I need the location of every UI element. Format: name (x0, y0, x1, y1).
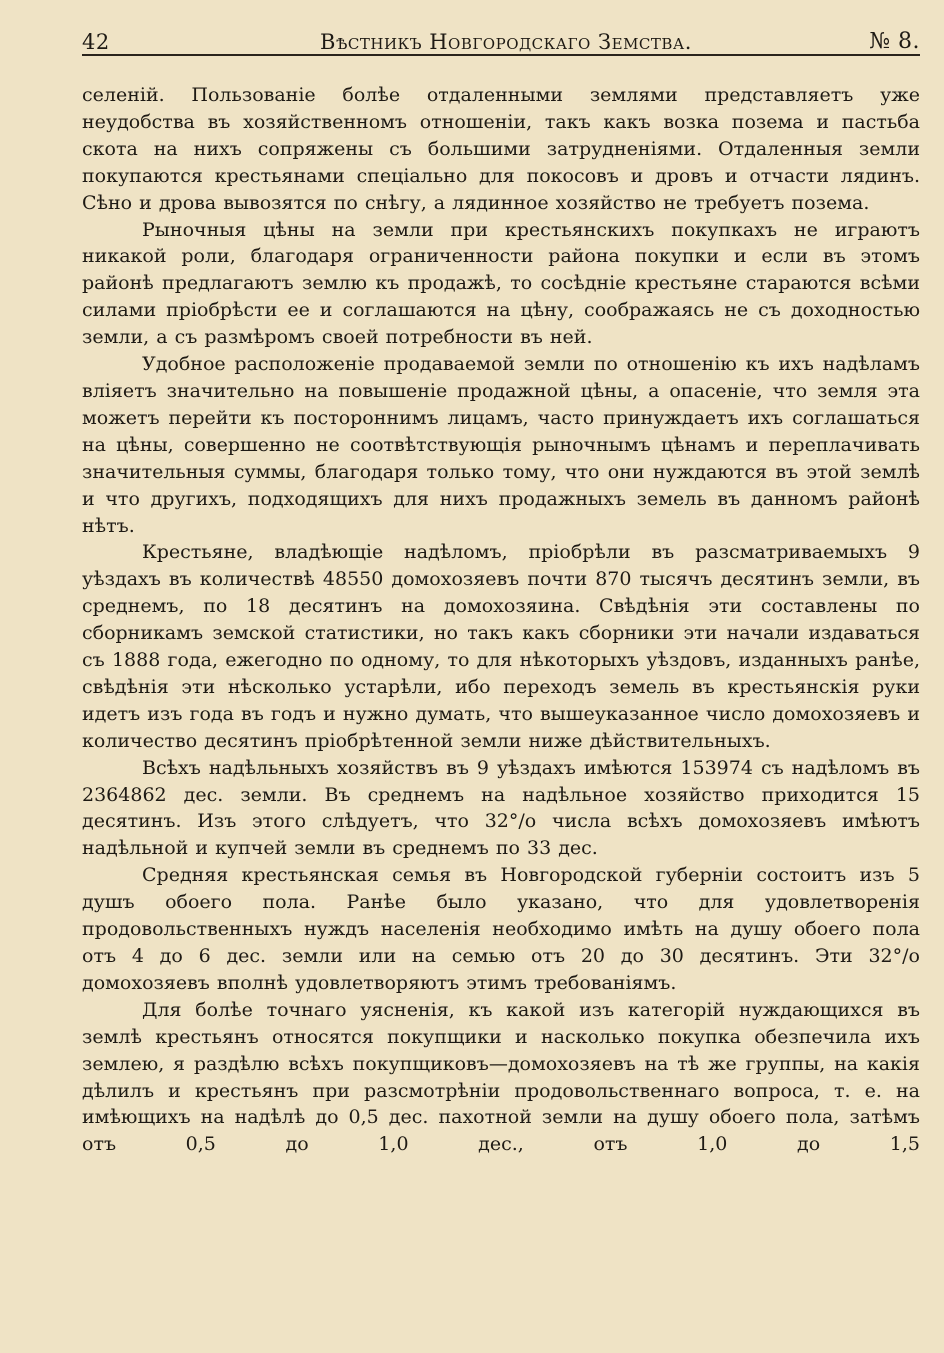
paragraph: Крестьяне, владѣющіе надѣломъ, пріобрѣли въ разсматриваемыхъ 9 уѣздахъ въ количествѣ 48550 домохозяевъ почти 870 тысячъ десятинъ земли, въ среднемъ, по 18 десятинъ на домохозяина. Свѣдѣнія эти составлены по сборникамъ земской статистики, но такъ какъ сборники эти начали издаваться съ 1888 года, ежегодно по одному, то для нѣкоторыхъ уѣздовъ, изданныхъ ранѣе, свѣдѣнія эти нѣсколько устарѣли, ибо переходъ земель въ крестьянскія руки идетъ изъ года въ годъ и нужно думать, что вышеуказанное число домохозяевъ и количество десятинъ пріобрѣтенной земли ниже дѣйствительныхъ. (82, 541, 920, 752)
paragraph: Рыночныя цѣны на земли при крестьянскихъ покупкахъ не играютъ никакой роли, благодаря ограниченности района покупки и если въ этомъ районѣ предлагаютъ землю къ продажѣ, то сосѣдніе крестьяне стараются всѣми силами пріобрѣсти ее и соглашаются на цѣну, соображаясь не съ доходностью земли, а съ размѣромъ своей потребности въ ней. (82, 218, 920, 349)
paragraph: селеній. Пользованіе болѣе отдаленными землями представляетъ уже неудобства въ хозяйственномъ отношеніи, такъ какъ возка позема и пастьба скота на нихъ сопряжены съ большими затрудненіями. Отдаленныя земли покупаются крестьянами спеціально для покосовъ и дровъ и отчасти лядинъ. Сѣно и дрова вывозятся по снѣгу, а лядинное хозяйство не требуетъ позема. (82, 84, 920, 214)
journal-title: Вѣстникъ Новгородскаго Земства. (320, 30, 692, 54)
page-header (82, 22, 920, 56)
page-number: 42 (82, 30, 110, 54)
issue-number: № 8. (869, 29, 920, 54)
article-body (82, 82, 920, 1158)
paragraph: Всѣхъ надѣльныхъ хозяйствъ въ 9 уѣздахъ имѣются 153974 съ надѣломъ въ 2364862 дес. земли. Въ среднемъ на надѣльное хозяйство приходится 15 десятинъ. Изъ этого слѣдуетъ, что 32°/о числа всѣхъ домохозяевъ имѣютъ надѣльной и купчей земли въ среднемъ по 33 дес. (82, 756, 920, 860)
paragraph: Средняя крестьянская семья въ Новгородской губерніи состоитъ изъ 5 душъ обоего пола. Ранѣе было указано, что для удовлетворенія продовольственныхъ нуждъ населенія необходимо имѣть на душу обоего пола отъ 4 до 6 дес. земли или на семью отъ 20 до 30 десятинъ. Эти 32°/о домохозяевъ вполнѣ удовлетворяютъ этимъ требованіямъ. (82, 864, 920, 994)
paragraph: Для болѣе точнаго уясненія, къ какой изъ категорій нуждающихся въ землѣ крестьянъ относятся покупщики и насколько покупка обезпечила ихъ землею, я раздѣлю всѣхъ покупщиковъ—домохозяевъ на тѣ же группы, на какія дѣлилъ и крестьянъ при разсмотрѣніи продовольственнаго вопроса, т. е. на имѣющихъ на надѣлѣ до 0,5 дес. пахотной земли на душу обоего пола, затѣмъ отъ 0,5 до 1,0 дес., отъ 1,0 до 1,5 (82, 998, 920, 1156)
paragraph: Удобное расположеніе продаваемой земли по отношенію къ ихъ надѣламъ вліяетъ значительно на повышеніе продажной цѣны, а опасеніе, что земля эта можетъ перейти къ постороннимъ лицамъ, часто принуждаетъ ихъ соглашаться на цѣны, совершенно не соотвѣтствующія рыночнымъ цѣнамъ и переплачивать значительныя суммы, благодаря только тому, что они нуждаются въ этой землѣ и что другихъ, подходящихъ для нихъ продажныхъ земель въ данномъ районѣ нѣтъ. (82, 353, 920, 537)
